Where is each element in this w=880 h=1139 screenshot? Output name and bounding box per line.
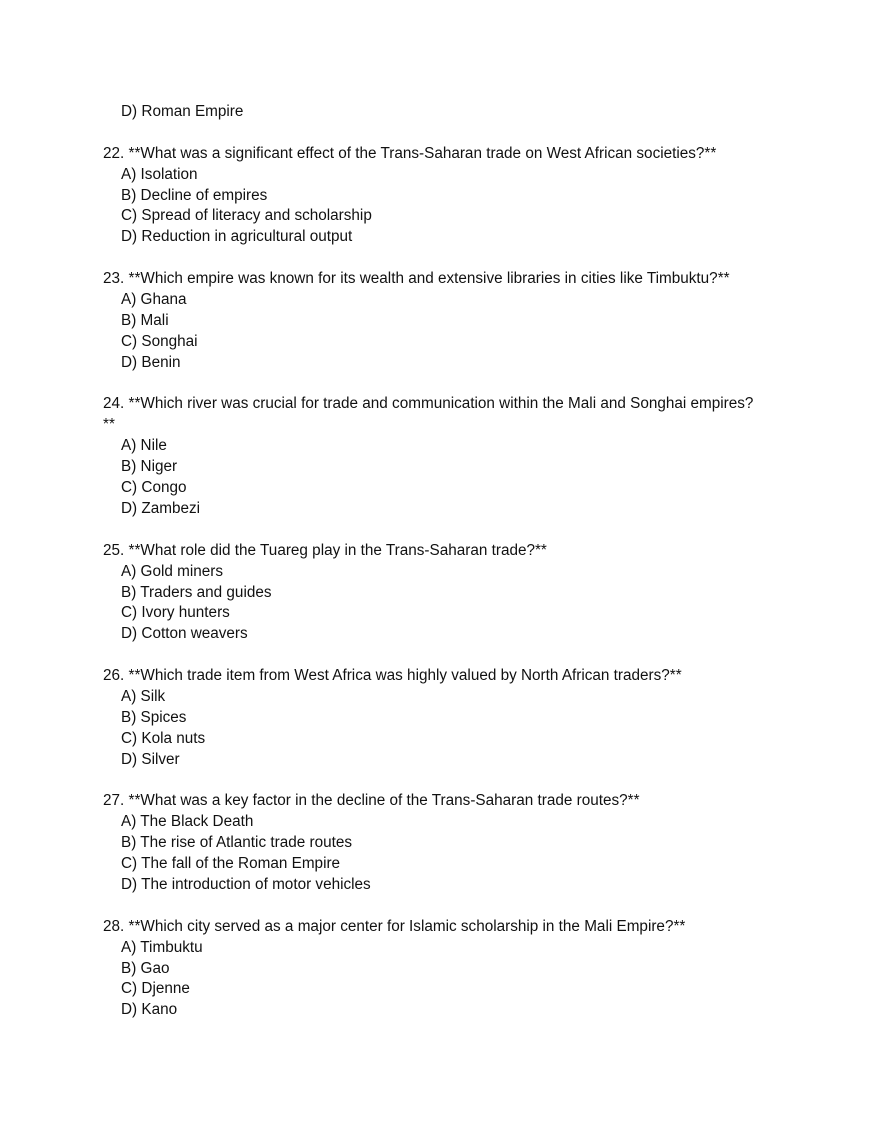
question-26 [103, 666, 793, 770]
option-a: A) Nile [121, 437, 167, 455]
spacer [103, 123, 793, 144]
question-28 [103, 917, 793, 1021]
carryover-option: D) Roman Empire [121, 103, 244, 120]
option-d: D) Cotton weavers [121, 625, 248, 643]
option-b: B) Gao [121, 959, 170, 977]
question-text: 28. **Which city served as a major center for Islamic scholarship in the Mali Empire?** [103, 917, 686, 935]
option-b: B) Mali [121, 311, 169, 329]
option-a: A) Isolation [121, 165, 198, 183]
question-text: 22. **What was a significant effect of the Trans-Saharan trade on West African societies?** [103, 144, 717, 162]
option-d: D) Kano [121, 1001, 178, 1019]
option-c: C) Ivory hunters [121, 604, 230, 622]
spacer [103, 896, 793, 917]
option-d: D) Benin [121, 353, 181, 371]
spacer [103, 520, 793, 541]
spacer [103, 248, 793, 269]
question-text: 24. **Which river was crucial for trade and communication within the Mali and Songhai empires?** [103, 395, 754, 434]
question-text: 27. **What was a key factor in the decline of the Trans-Saharan trade routes?** [103, 792, 640, 810]
option-b: B) The rise of Atlantic trade routes [121, 834, 352, 852]
option-a: A) Timbuktu [121, 938, 203, 956]
question-22 [103, 144, 793, 248]
spacer [103, 374, 793, 395]
option-c: C) Djenne [121, 980, 190, 998]
spacer [103, 771, 793, 792]
option-c: C) Songhai [121, 332, 198, 350]
question-text: 23. **Which empire was known for its wealth and extensive libraries in cities like Timbuktu?** [103, 270, 730, 288]
option-a: A) Gold miners [121, 562, 224, 580]
option-d: D) The introduction of motor vehicles [121, 875, 371, 893]
option-b: B) Traders and guides [121, 583, 272, 601]
option-c: C) Spread of literacy and scholarship [121, 207, 372, 225]
option-a: A) The Black Death [121, 813, 254, 831]
option-a: A) Ghana [121, 291, 187, 309]
spacer [103, 645, 793, 666]
question-23 [103, 269, 793, 373]
question-27 [103, 791, 793, 895]
option-c: C) The fall of the Roman Empire [121, 855, 341, 873]
option-b: B) Spices [121, 708, 187, 726]
option-d: D) Silver [121, 750, 180, 768]
option-d: D) Reduction in agricultural output [121, 228, 353, 246]
option-b: B) Decline of empires [121, 186, 268, 204]
option-a: A) Silk [121, 687, 166, 705]
option-d: D) Zambezi [121, 499, 201, 517]
option-c: C) Kola nuts [121, 729, 206, 747]
question-25 [103, 541, 793, 645]
option-c: C) Congo [121, 479, 187, 497]
quiz-content [103, 102, 793, 1021]
question-text: 26. **Which trade item from West Africa was highly valued by North African traders?** [103, 667, 682, 685]
option-b: B) Niger [121, 458, 178, 476]
question-24 [103, 394, 793, 519]
question-text: 25. **What role did the Tuareg play in the Trans-Saharan trade?** [103, 541, 547, 559]
